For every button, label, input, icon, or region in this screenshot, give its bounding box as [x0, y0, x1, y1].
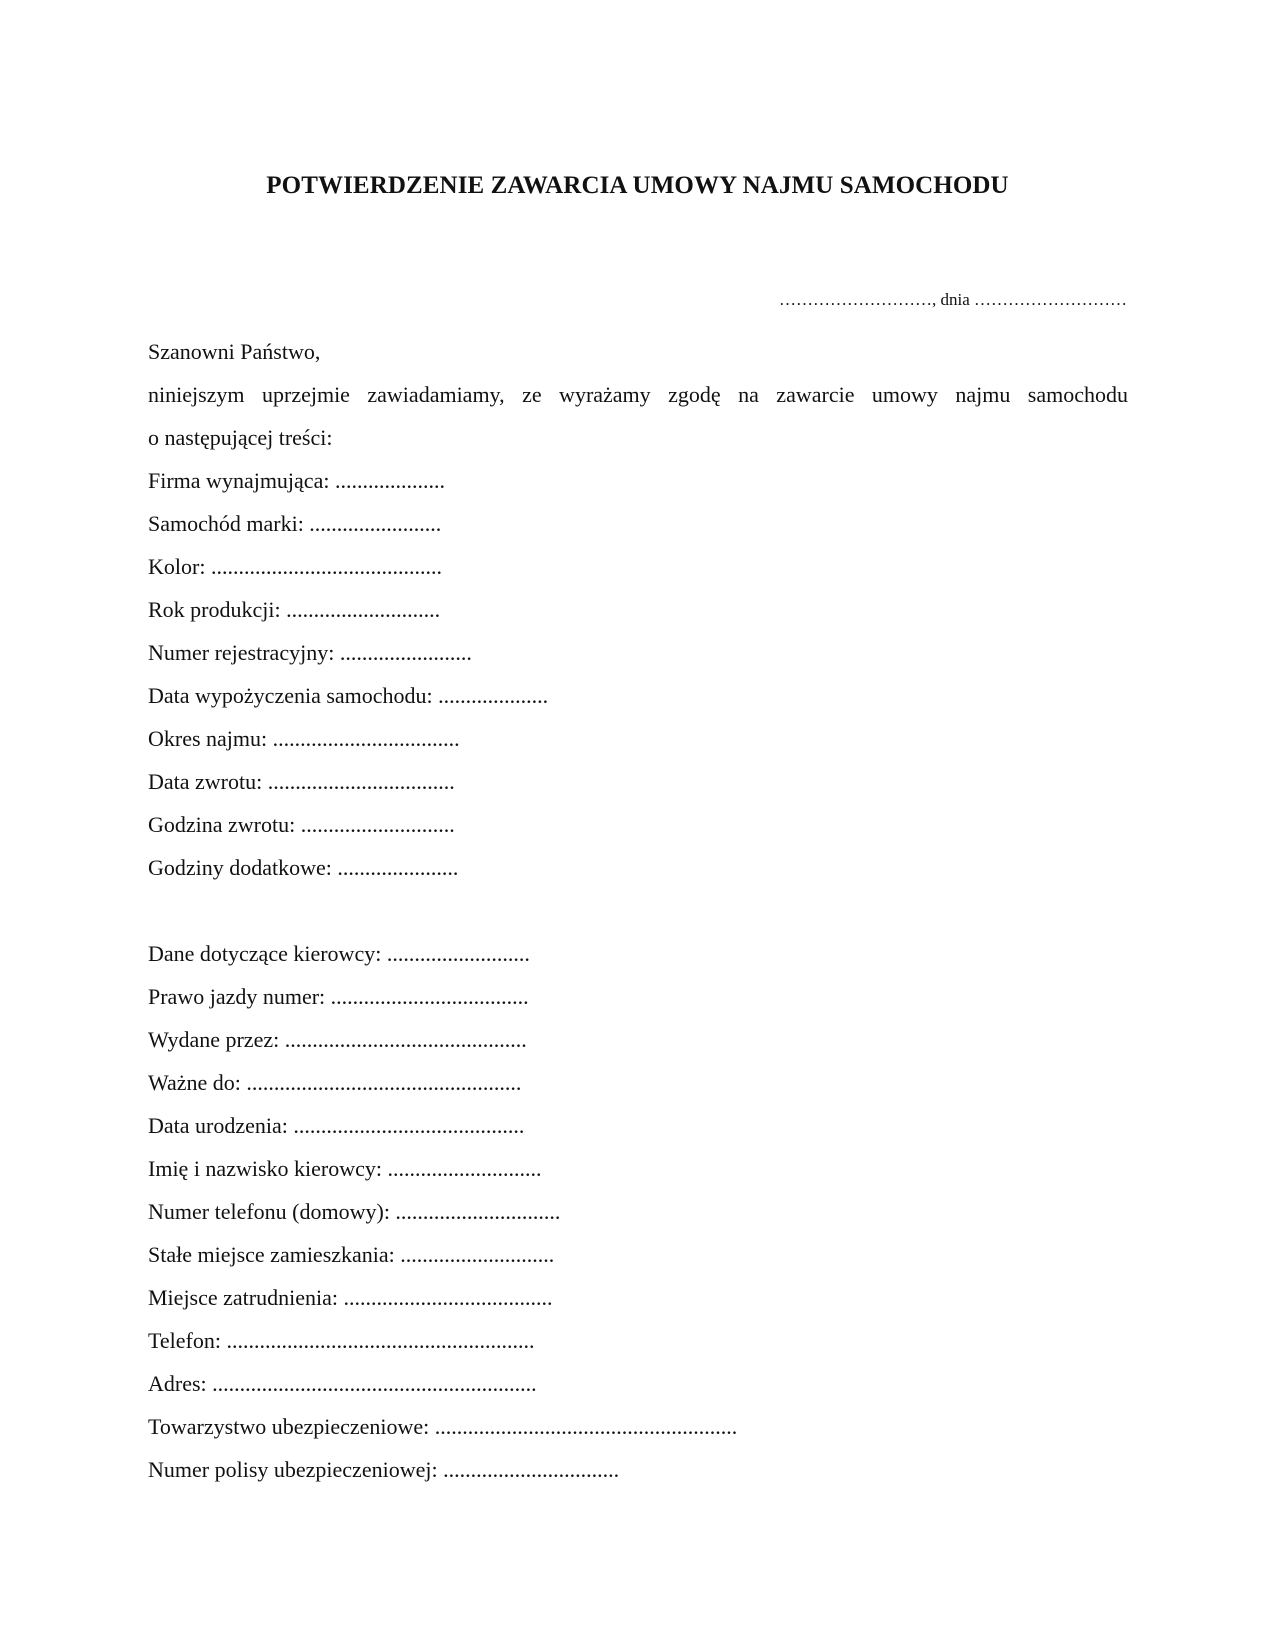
- field-birth-date: Data urodzenia: ..........................................: [148, 1113, 525, 1138]
- field-return-hour: Godzina zwrotu: ............................: [148, 812, 455, 837]
- field-registration-number: Numer rejestracyjny: ........................: [148, 640, 472, 665]
- field-driver-name: Imię i nazwisko kierowcy: ............................: [148, 1156, 542, 1181]
- document-title: POTWIERDZENIE ZAWARCIA UMOWY NAJMU SAMOCHODU: [266, 172, 1009, 199]
- field-home-phone: Numer telefonu (domowy): ..............................: [148, 1199, 561, 1224]
- field-rental-period: Okres najmu: ..................................: [148, 726, 460, 751]
- field-color: Kolor: ..........................................: [148, 554, 442, 579]
- field-permanent-address: Stałe miejsce zamieszkania: ............................: [148, 1242, 555, 1267]
- field-return-date: Data zwrotu: ..................................: [148, 769, 455, 794]
- field-rental-date: Data wypożyczenia samochodu: ....................: [148, 683, 549, 708]
- field-workplace: Miejsce zatrudnienia: ......................................: [148, 1285, 553, 1310]
- field-valid-until: Ważne do: ..................................................: [148, 1070, 522, 1095]
- section-spacer: [148, 897, 1128, 940]
- field-phone: Telefon: ........................................................: [148, 1328, 535, 1353]
- intro-line-1: niniejszym uprzejmie zawiadamiamy, ze wyrażamy zgodę na zawarcie umowy najmu samochodu: [148, 382, 1128, 407]
- field-insurance-policy-number: Numer polisy ubezpieczeniowej: ................................: [148, 1457, 620, 1482]
- field-extra-hours: Godziny dodatkowe: ......................: [148, 855, 459, 880]
- intro-line-2: o następującej treści:: [148, 425, 333, 450]
- field-car-make: Samochód marki: ........................: [148, 511, 442, 536]
- field-address: Adres: ...........................................................: [148, 1371, 537, 1396]
- field-driver-data: Dane dotyczące kierowcy: ..........................: [148, 941, 530, 966]
- place-date-line: ………………………, dnia ………………………: [778, 290, 1127, 309]
- field-production-year: Rok produkcji: ............................: [148, 597, 441, 622]
- field-license-number: Prawo jazdy numer: ....................................: [148, 984, 529, 1009]
- greeting: Szanowni Państwo,: [148, 339, 321, 364]
- document-body: [148, 338, 1128, 1499]
- field-rental-company: Firma wynajmująca: ....................: [148, 468, 445, 493]
- field-issued-by: Wydane przez: ............................................: [148, 1027, 527, 1052]
- field-insurance-company: Towarzystwo ubezpieczeniowe: .......................................................: [148, 1414, 738, 1439]
